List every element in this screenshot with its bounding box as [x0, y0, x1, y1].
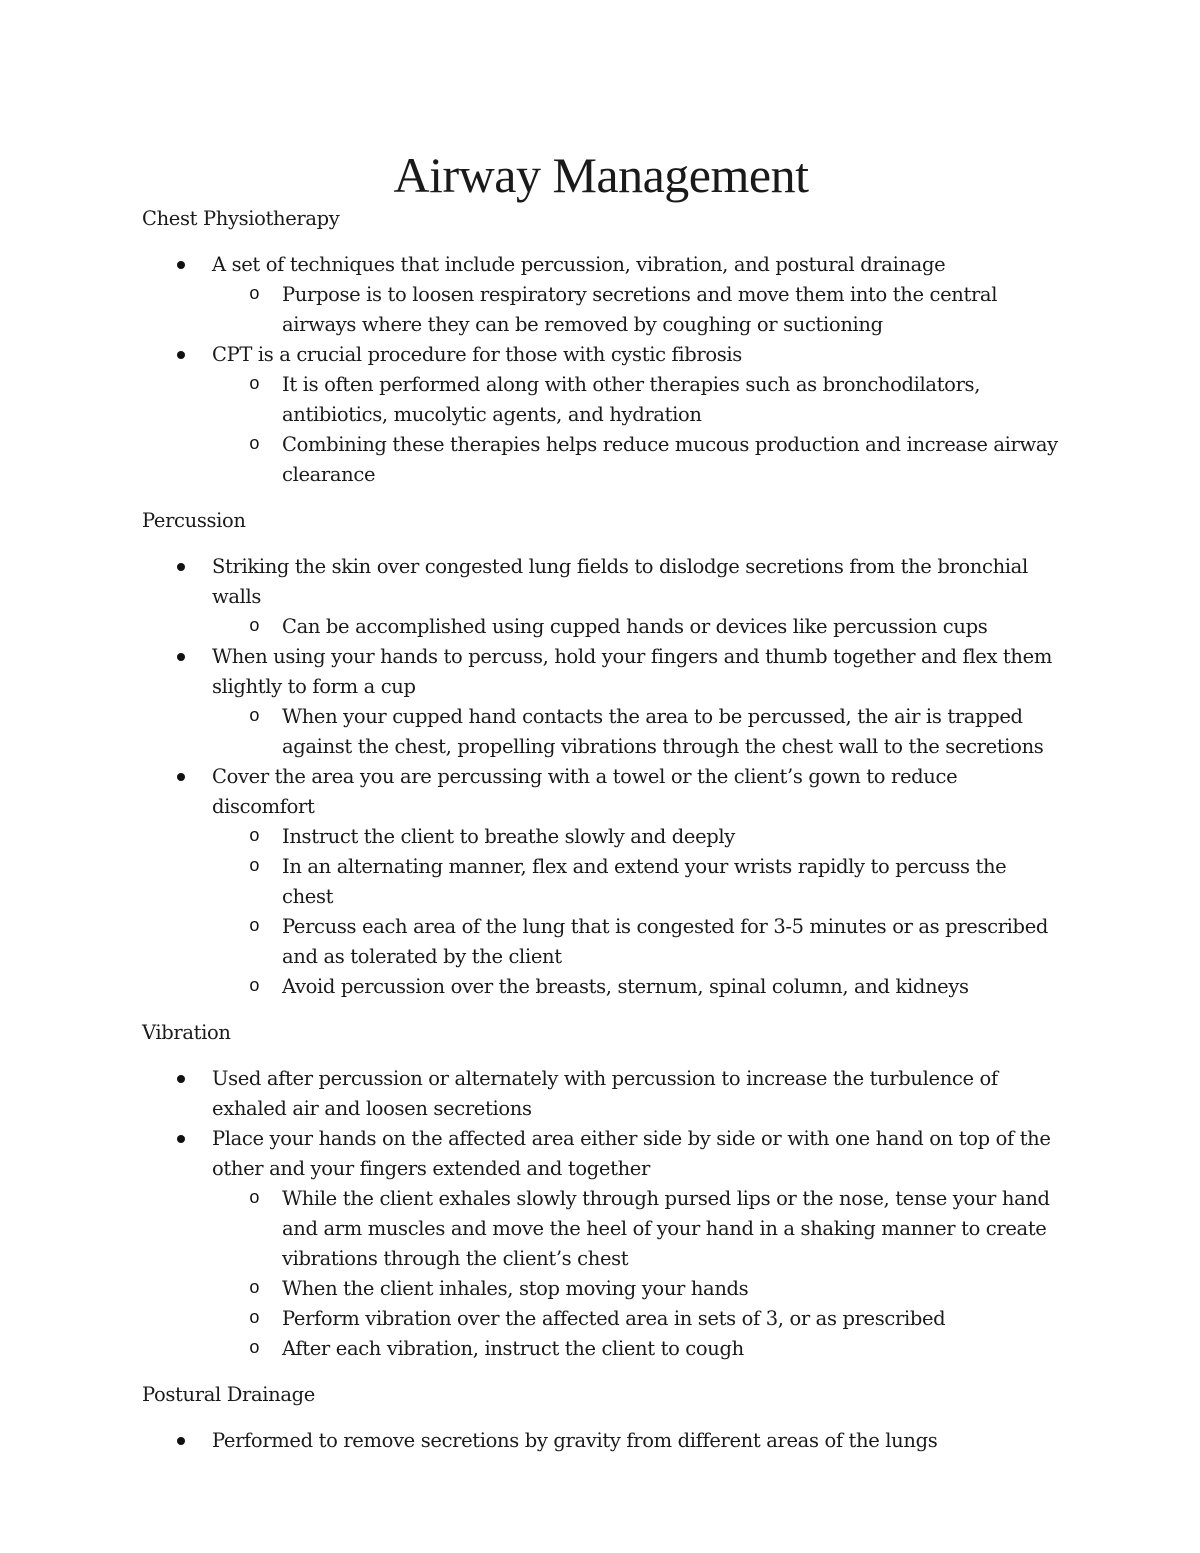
sub-list [212, 822, 1060, 1002]
section-vibration [142, 1018, 1060, 1364]
section-heading: Chest Physiotherapy [142, 207, 340, 230]
sub-list-item: o Instruct the client to breathe slowly and deeply [212, 822, 1060, 852]
sub-list-item: o After each vibration, instruct the client to cough [212, 1334, 1060, 1364]
list-item [142, 552, 1060, 642]
sub-list [212, 702, 1060, 762]
sub-list [212, 1184, 1060, 1364]
sub-list-item: o When your cupped hand contacts the area to be percussed, the air is trapped against the chest, propelling vibrations through the chest wall to the secretions [212, 702, 1060, 762]
section-heading: Postural Drainage [142, 1383, 315, 1406]
sub-list-item: o Percuss each area of the lung that is congested for 3-5 minutes or as prescribed and as tolerated by the client [212, 912, 1060, 972]
sub-list-item: o Perform vibration over the affected area in sets of 3, or as prescribed [212, 1304, 1060, 1334]
sub-list [212, 612, 1060, 642]
sub-list [212, 370, 1060, 490]
list-item-text: Striking the skin over congested lung fields to dislodge secretions from the bronchial walls [212, 555, 1028, 608]
sub-list-item: o It is often performed along with other therapies such as bronchodilators, antibiotics, mucolytic agents, and hydration [212, 370, 1060, 430]
list-item [142, 340, 1060, 490]
section-postural-drainage [142, 1380, 1060, 1456]
sub-list-item: o Avoid percussion over the breasts, sternum, spinal column, and kidneys [212, 972, 1060, 1002]
list-item-text: Cover the area you are percussing with a towel or the client’s gown to reduce discomfort [212, 765, 958, 818]
list-item-text: Used after percussion or alternately with percussion to increase the turbulence of exhaled air and loosen secretions [212, 1067, 998, 1120]
sub-list-item: o While the client exhales slowly through pursed lips or the nose, tense your hand and arm muscles and move the heel of your hand in a shaking manner to create vibrations through the client’s chest [212, 1184, 1060, 1274]
list-item [142, 1124, 1060, 1364]
section-heading: Vibration [142, 1021, 231, 1044]
list-item [142, 250, 1060, 340]
sub-list [212, 280, 1060, 340]
sub-list-item: o Combining these therapies helps reduce mucous production and increase airway clearance [212, 430, 1060, 490]
section-chest-physiotherapy [142, 204, 1060, 490]
bullet-list [142, 1064, 1060, 1364]
list-item [142, 762, 1060, 1002]
list-item [142, 1426, 1060, 1456]
sub-list-item: o Purpose is to loosen respiratory secretions and move them into the central airways where they can be removed by coughing or suctioning [212, 280, 1060, 340]
list-item-text: Place your hands on the affected area either side by side or with one hand on top of the other and your fingers extended and together [212, 1127, 1051, 1180]
list-item-text: When using your hands to percuss, hold your fingers and thumb together and flex them slightly to form a cup [212, 645, 1052, 698]
bullet-list [142, 250, 1060, 490]
list-item [142, 1064, 1060, 1124]
list-item-text: A set of techniques that include percussion, vibration, and postural drainage [212, 253, 946, 276]
bullet-list [142, 1426, 1060, 1456]
sub-list-item: o When the client inhales, stop moving your hands [212, 1274, 1060, 1304]
document-title: Airway Management [393, 147, 809, 203]
list-item-text: CPT is a crucial procedure for those with cystic fibrosis [212, 343, 742, 366]
list-item-text: Performed to remove secretions by gravity from different areas of the lungs [212, 1429, 938, 1452]
list-item [142, 642, 1060, 762]
section-heading: Percussion [142, 509, 246, 532]
bullet-list [142, 552, 1060, 1002]
sub-list-item: o Can be accomplished using cupped hands or devices like percussion cups [212, 612, 1060, 642]
section-percussion [142, 506, 1060, 1002]
sub-list-item: o In an alternating manner, flex and extend your wrists rapidly to percuss the chest [212, 852, 1060, 912]
